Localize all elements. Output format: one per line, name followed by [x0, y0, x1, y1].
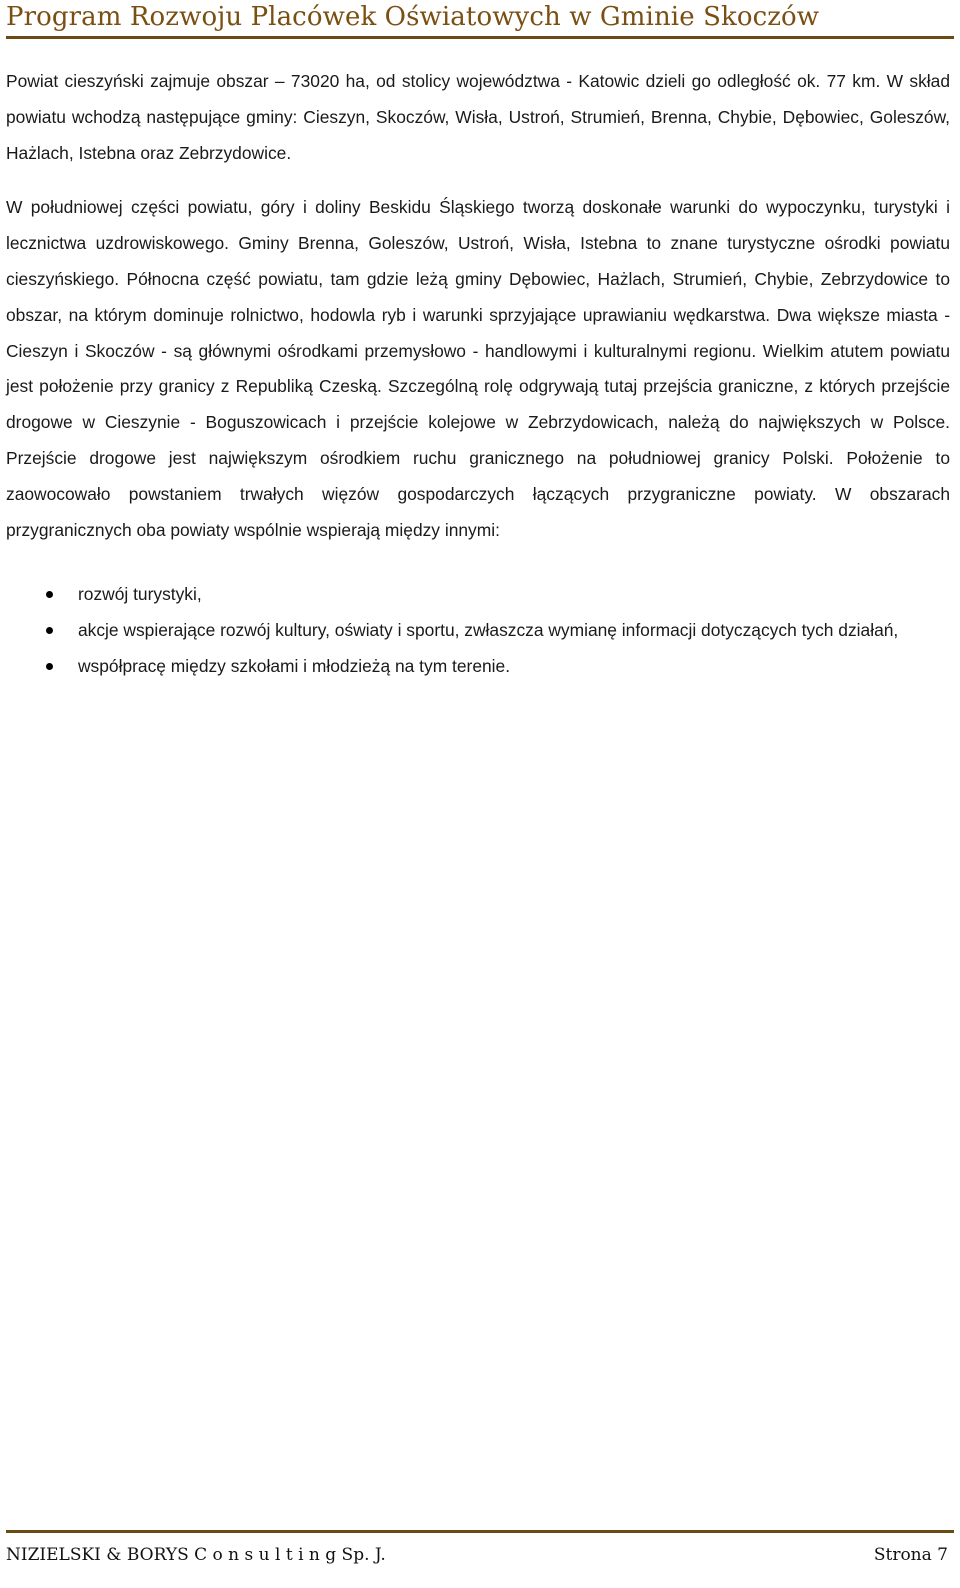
- list-item-text: współpracę między szkołami i młodzieżą na tym terenie.: [78, 656, 511, 677]
- footer-divider: [6, 1530, 954, 1533]
- document-title: Program Rozwoju Placówek Oświatowych w Gminie Skoczów: [6, 2, 820, 32]
- paragraph-area-description: Powiat cieszyński zajmuje obszar – 73020 ha, od stolicy województwa - Katowic dzieli go odległość ok. 77 km. W skład powiatu wchodzą następujące gminy: Cieszyn, Skoczów, Wisła, Ustroń, Strumień, Brenna, Chybie, Dębowiec, Goleszów, Hażlach, Istebna oraz Zebrzydowice.: [6, 71, 950, 163]
- paragraph-region-overview: W południowej części powiatu, góry i doliny Beskidu Śląskiego tworzą doskonałe warunki do wypoczynku, turystyki i lecznictwa uzdrowiskowego. Gminy Brenna, Goleszów, Ustroń, Wisła, Istebna to znane turystyczne ośrodki powiatu cieszyńskiego. Północna część powiatu, tam gdzie leżą gminy Dębowiec, Hażlach, Strumień, Chybie, Zebrzydowice to obszar, na którym dominuje rolnictwo, hodowla ryb i warunki sprzyjające uprawianiu wędkarstwa. Dwa większe miasta - Cieszyn i Skoczów - są głównymi ośrodkami przemysłowo - handlowymi i kulturalnymi regionu. Wielkim atutem powiatu jest położenie przy granicy z Republiką Czeską. Szczególną rolę odgrywają tutaj przejścia graniczne, z których przejście drogowe w Cieszynie - Boguszowicach i przejście kolejowe w Zebrzydowicach, należą do największych w Polsce. Przejście drogowe jest największym ośrodkiem ruchu granicznego na południowej granicy Polski. Położenie to zaowocowało powstaniem trwałych więzów gospodarczych łączących przygraniczne powiaty. W obszarach przygranicznych oba powiaty wspólnie wspierają między innymi:: [6, 197, 950, 540]
- bullet-icon: [46, 627, 53, 634]
- cooperation-list: [6, 576, 950, 684]
- document-body: [6, 64, 950, 684]
- page-number: Strona 7: [873, 1545, 948, 1565]
- page-footer: [6, 1530, 954, 1588]
- header-divider: [6, 36, 954, 39]
- list-item: [6, 648, 950, 684]
- list-item-text: rozwój turystyki,: [78, 584, 202, 605]
- list-item: [6, 576, 950, 612]
- footer-company: NIZIELSKI & BORYS C o n s u l t i n g Sp. J.: [6, 1545, 386, 1565]
- bullet-icon: [46, 663, 53, 670]
- bullet-icon: [46, 591, 53, 598]
- list-item: [6, 612, 950, 648]
- list-item-text: akcje wspierające rozwój kultury, oświaty i sportu, zwłaszcza wymianę informacji dotyczących tych działań,: [78, 620, 899, 641]
- page-header: [6, 0, 954, 40]
